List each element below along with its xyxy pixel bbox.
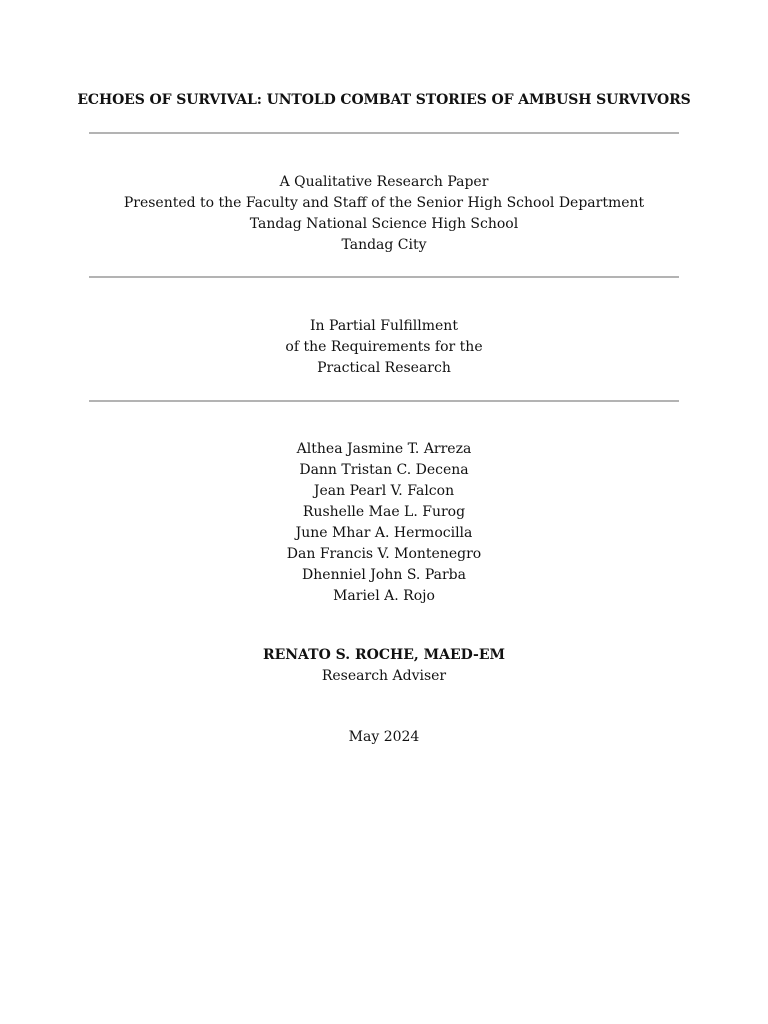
divider-rule (89, 276, 679, 278)
divider-rule (89, 132, 679, 134)
paper-title: ECHOES OF SURVIVAL: UNTOLD COMBAT STORIES OF AMBUSH SURVIVORS (77, 92, 691, 108)
author-name: Dann Tristan C. Decena (299, 462, 469, 478)
school-name: Tandag National Science High School (249, 216, 519, 232)
author-name: Dhenniel John S. Parba (302, 567, 466, 583)
author-name: Mariel A. Rojo (333, 588, 435, 604)
fulfillment-line: In Partial Fulfillment (310, 318, 458, 334)
adviser-name: RENATO S. ROCHE, MAED-EM (262, 647, 506, 663)
divider-rule (89, 400, 679, 402)
author-name: Jean Pearl V. Falcon (313, 483, 455, 499)
fulfillment-line: Practical Research (317, 360, 451, 376)
fulfillment-line: of the Requirements for the (285, 339, 483, 355)
paper-type: A Qualitative Research Paper (279, 174, 489, 190)
school-city: Tandag City (341, 237, 427, 253)
author-name: Dan Francis V. Montenegro (286, 546, 482, 562)
author-name: June Mhar A. Hermocilla (295, 525, 473, 541)
submission-date: May 2024 (348, 729, 420, 745)
author-name: Althea Jasmine T. Arreza (296, 441, 472, 457)
author-list (0, 439, 768, 607)
presented-to: Presented to the Faculty and Staff of the Senior High School Department (123, 195, 645, 211)
presentation-block (0, 172, 768, 256)
adviser-role: Research Adviser (321, 668, 447, 684)
author-name: Rushelle Mae L. Furog (302, 504, 466, 520)
fulfillment-block (0, 316, 768, 379)
